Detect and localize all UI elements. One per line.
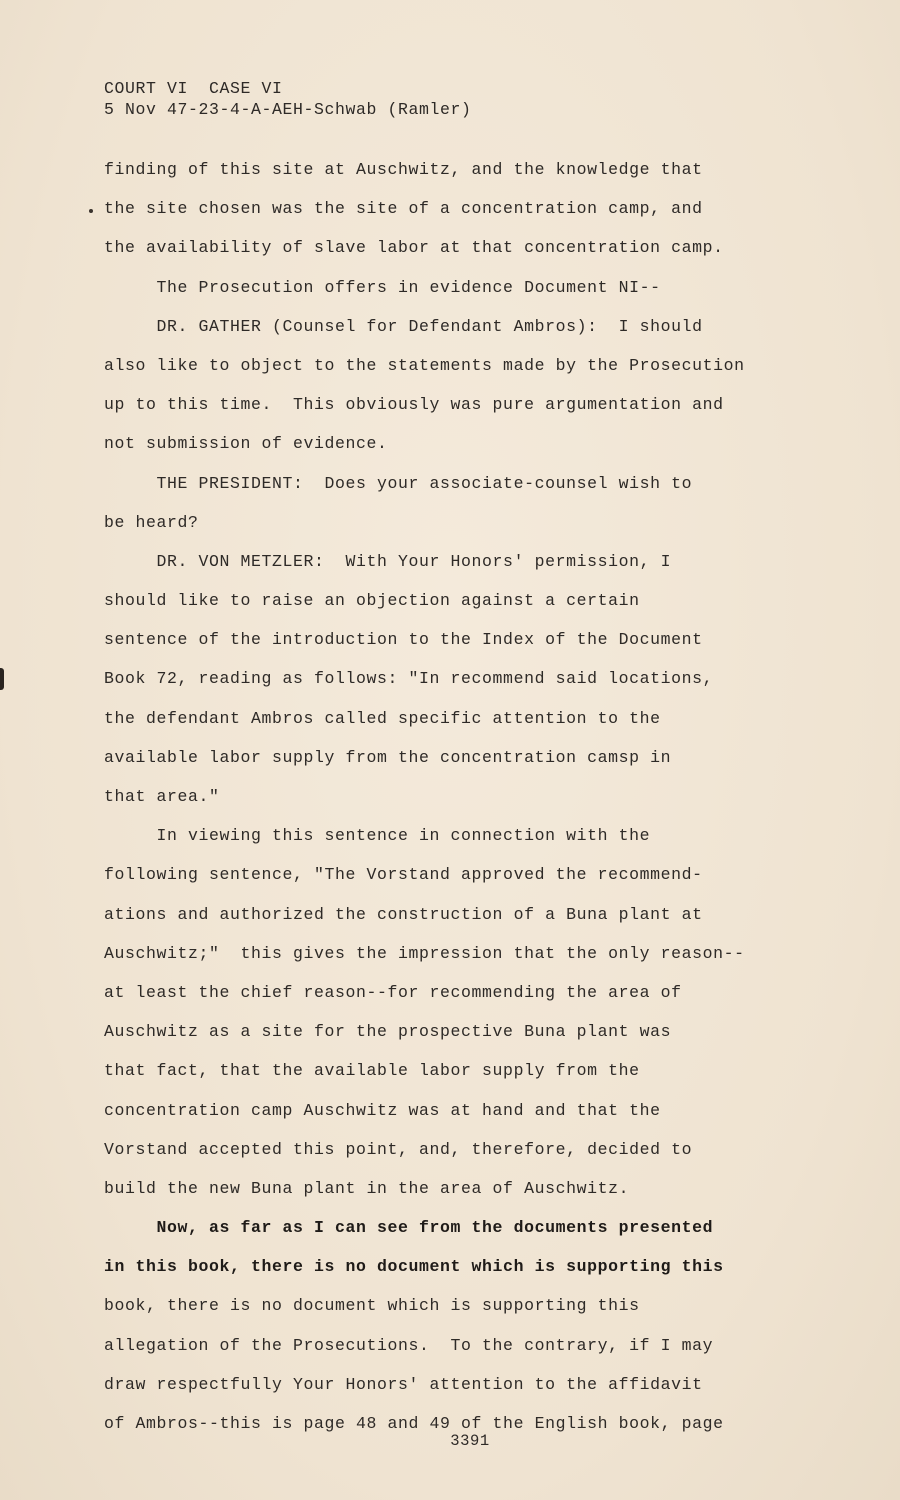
text-line: up to this time. This obviously was pure argumentation and <box>104 395 724 415</box>
text-line: DR. GATHER (Counsel for Defendant Ambros): I should <box>104 316 703 336</box>
text-line: available labor supply from the concentration camsp in <box>104 747 672 767</box>
text-line: should like to raise an objection against a certain <box>104 591 640 611</box>
text-line: be heard? <box>104 512 199 532</box>
transcript-reference: 5 Nov 47-23-4-A-AEH-Schwab (Ramler) <box>104 100 472 119</box>
margin-mark <box>89 209 93 213</box>
text-line: Auschwitz as a site for the prospective Buna plant was <box>104 1022 672 1042</box>
text-line: sentence of the introduction to the Index of the Document <box>104 630 703 650</box>
transcript-body <box>104 150 824 1443</box>
text-line: concentration camp Auschwitz was at hand and that the <box>104 1100 661 1120</box>
page-number: 3391 <box>450 1432 490 1450</box>
text-line: build the new Buna plant in the area of Auschwitz. <box>104 1178 630 1198</box>
document-header <box>104 78 472 120</box>
text-line: the defendant Ambros called specific attention to the <box>104 708 661 728</box>
text-line: book, there is no document which is supporting this <box>104 1296 640 1316</box>
text-line: the availability of slave labor at that concentration camp. <box>104 238 724 258</box>
text-line: Book 72, reading as follows: "In recommend said locations, <box>104 669 714 689</box>
text-line: The Prosecution offers in evidence Document NI-- <box>104 277 661 297</box>
edge-mark <box>0 668 4 690</box>
text-line: DR. VON METZLER: With Your Honors' permission, I <box>104 551 672 571</box>
text-line: Vorstand accepted this point, and, therefore, decided to <box>104 1139 693 1159</box>
text-line: draw respectfully Your Honors' attention to the affidavit <box>104 1374 703 1394</box>
text-line: the site chosen was the site of a concentration camp, and <box>104 199 703 219</box>
text-line: not submission of evidence. <box>104 434 388 454</box>
bold-text-line: in this book, there is no document which is supporting this <box>104 1257 724 1277</box>
text-line: allegation of the Prosecutions. To the contrary, if I may <box>104 1335 714 1355</box>
text-line: at least the chief reason--for recommending the area of <box>104 982 682 1002</box>
bold-text-line: Now, as far as I can see from the documents presented <box>104 1218 714 1238</box>
text-line: also like to object to the statements made by the Prosecution <box>104 355 745 375</box>
text-line: ations and authorized the construction of a Buna plant at <box>104 904 703 924</box>
text-line: In viewing this sentence in connection with the <box>104 826 651 846</box>
text-line: following sentence, "The Vorstand approved the recommend- <box>104 865 703 885</box>
text-line: finding of this site at Auschwitz, and the knowledge that <box>104 160 703 179</box>
text-line: of Ambros--this is page 48 and 49 of the English book, page <box>104 1414 724 1433</box>
text-line: Auschwitz;" this gives the impression that the only reason-- <box>104 943 745 963</box>
text-line: THE PRESIDENT: Does your associate-counsel wish to <box>104 473 693 493</box>
text-line: that area." <box>104 787 220 806</box>
text-line: that fact, that the available labor supply from the <box>104 1061 640 1081</box>
court-case-label: COURT VI CASE VI <box>104 79 283 98</box>
